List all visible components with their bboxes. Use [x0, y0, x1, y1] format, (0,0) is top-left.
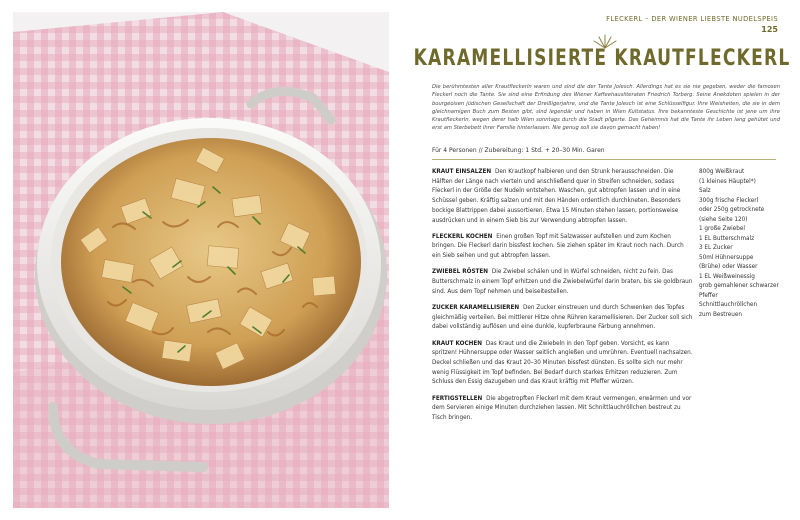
step-text: Das Kraut und die Zwiebeln in den Topf geben. Vorsicht, es kann spritzen! Hühnersuppe oder Wasser seitlich angießen und umrühren. Eventuell nachsalzen. Deckel schließen und das Kraut 20–30 Minuten bissfest dünsten. Es sollte sich nur mehr wenig Flüssigkeit im Topf befinden. Bei Bedarf durch starkes Erhitzen reduzieren. Zum Schluss den Essig dazugeben und das Kraut kräftig mit Pfeffer würzen. [432, 340, 693, 386]
recipe-intro: Die berühmtesten aller Krautfleckerln waren und sind die der Tante Jolesch. Allerdings hat es sie nie gegeben, weder die famosen Fleckerl noch die Tante. Sie sind eine Erfindung des Wiener Kaffeehausliteraten Friedrich Torberg. Seine Anekdoten spielen in der bourgeoisen jüdischen Gesellschaft der Dreißigerjahre, und die Tante Jolesch ist eine Schlüsselfigur. Ihre Weisheiten, die sie in dem gleichnamigen Buch zum Besten gibt, sind legendär und haben in Wien Kultstatus. Ihre bekannteste Geschichte ist jene um ihre Krautfleckerln, wegen derer halb Wien sonntags durch die Stadt pilgerte. Das Geheimnis hat die Tante ihr Leben lang gehütet und erst am Sterbebett ihrer Familie hinterlassen. Nie genug soll sie davon gemacht haben! [432, 84, 780, 132]
step-kraut-einsalzen [432, 168, 694, 226]
step-title: ZUCKER KARAMELLISIEREN [432, 304, 520, 311]
step-title: FLECKERL KOCHEN [432, 233, 493, 240]
ingredient-item: 3 EL Zucker [699, 245, 733, 251]
step-fleckerl-kochen [432, 233, 694, 262]
ingredient-item: 300g frische Fleckerl oder 250g getrocknete (siehe Seite 120) [699, 197, 765, 223]
ingredient-item: Salz [699, 188, 711, 194]
step-title: ZWIEBEL RÖSTEN [432, 269, 489, 276]
ingredient-list [699, 168, 783, 320]
step-text: Die abgetropften Fleckerl mit dem Kraut vermengen, erwärmen und vor dem Servieren einige Minuten durchziehen lassen. Mit Schnittlauchröllchen bestreut zu Tisch bringen. [432, 395, 692, 421]
ingredient-item: grob gemahlener schwarzer Pfeffer [699, 283, 779, 299]
divider [432, 159, 776, 160]
ingredient-item: 1 EL Butterschmalz [699, 235, 755, 242]
servings-and-time: Für 4 Personen // Zubereitung: 1 Std. + 20–30 Min. Garen [432, 147, 605, 154]
step-text: Einen großen Topf mit Salzwasser aufstellen und zum Kochen bringen. Die Fleckerl darin bissfest kochen. Sie ziehen später im Kraut noch nach. Durch ein Sieb seihen und gut abtropfen lassen. [432, 233, 684, 260]
ingredient-item: 1 EL Weißweinessig [699, 273, 755, 280]
ingredient-item: 1 große Zwiebel [699, 226, 745, 232]
krautfleckerl-photo [13, 12, 389, 508]
step-fertigstellen [432, 395, 694, 424]
recipe-title: KARAMELLISIERTE KRAUTFLECKERL [413, 45, 791, 71]
step-title: KRAUT EINSALZEN [432, 169, 492, 175]
recipe-photo [13, 12, 389, 508]
ingredient-item: Schnittlauchröllchen zum Bestreuen [699, 302, 758, 318]
page-number: 125 [761, 25, 778, 34]
step-zucker-karamellisieren [432, 304, 694, 333]
step-zwiebel-roesten [432, 268, 694, 297]
ingredient-item: 800g Weißkraut (1 kleines Häuptel*) [699, 169, 756, 185]
step-title: FERTIGSTELLEN [432, 395, 483, 402]
step-kraut-kochen [432, 340, 694, 389]
running-head: FLECKERL – DER WIENER LIEBSTE NUDELSPEIS [606, 14, 778, 23]
step-text: Den Zucker einstreuen und durch Schwenken des Topfes gleichmäßig verteilen. Bei mittlerer Hitze ohne Rühren karamellisieren. Der Zucker soll sich dabei vollständig auflösen und eine dunkle, kupferbraune Färbung annehmen. [432, 304, 693, 331]
step-title: KRAUT KOCHEN [432, 340, 483, 347]
preparation-steps [432, 168, 694, 430]
step-text: Den Krautkopf halbieren und den Strunk herausschneiden. Die Hälften der Länge nach vierteln und anschließend quer in Streifen schneiden, sodass Fleckerl in der Größe der Nudeln entstehen. Waschen, gut abtropfen lassen und in eine Schüssel geben. Kräftig salzen und mit den Händen ordentlich durchkneten. Besonders bockige Blattrippen dabei aussortieren. Etwa 15 Minuten stehen lassen, portionsweise ausdrücken und in einem Sieb bis zur Verwendung abtropfen lassen. [432, 169, 681, 224]
recipe-page [404, 0, 800, 520]
step-text: Die Zwiebel schälen und in Würfel schneiden, nicht zu fein. Das Butterschmalz in einem Topf erhitzen und die Zwiebelwürfel darin braten, bis sie goldbraun sind. Aus dem Topf nehmen und beiseitestellen. [432, 269, 693, 295]
ingredient-item: 50ml Hühnersuppe (Brühe) oder Wasser [699, 254, 758, 270]
